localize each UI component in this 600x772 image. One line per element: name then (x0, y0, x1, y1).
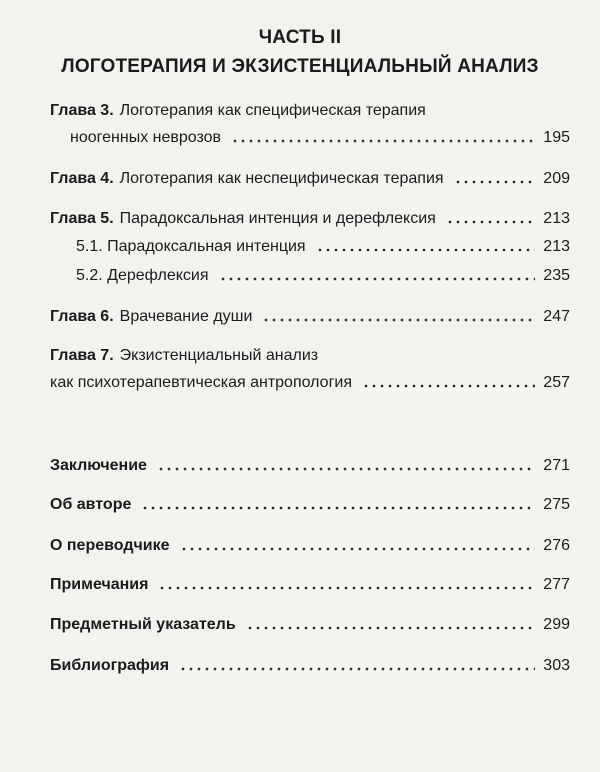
toc-entry-chapter-4[interactable] (50, 168, 570, 190)
toc-entry-about-translator[interactable] (50, 535, 570, 557)
toc-entry-chapter-3-cont[interactable] (70, 127, 570, 149)
toc-entry-chapter-7[interactable] (50, 345, 570, 367)
leader-dots (454, 180, 536, 184)
toc-entry-chapter-6[interactable] (50, 306, 570, 328)
page-number: 275 (543, 496, 570, 513)
chapter-title: Парадоксальная интенция и дерефлексия (119, 210, 436, 227)
page-number: 271 (543, 457, 570, 474)
leader-dots (158, 586, 535, 590)
chapter-title: Врачевание души (119, 308, 253, 325)
toc-entry-chapter-5[interactable] (50, 208, 570, 230)
leader-dots (157, 467, 535, 471)
entry-title: Предметный указатель (50, 616, 236, 633)
page-number: 277 (543, 576, 570, 593)
page-number: 213 (543, 238, 570, 255)
leader-dots (179, 667, 535, 671)
leader-dots (246, 626, 536, 630)
page-number: 257 (543, 374, 570, 391)
chapter-label: Глава 3. (50, 102, 114, 119)
chapter-title: Логотерапия как специфическая терапия (119, 102, 426, 119)
chapter-label: Глава 7. (50, 347, 114, 364)
toc-entry-bibliography[interactable] (50, 655, 570, 677)
leader-dots (219, 277, 536, 281)
leader-dots (316, 248, 536, 252)
entry-title: Заключение (50, 457, 147, 474)
page-number: 213 (543, 210, 570, 227)
entry-title: О переводчике (50, 537, 170, 554)
chapter-title: Логотерапия как неспецифическая терапия (119, 170, 444, 187)
section-title: 5.2. Дерефлексия (76, 267, 209, 284)
entry-title: Об авторе (50, 496, 132, 513)
leader-dots (180, 547, 536, 551)
chapter-label: Глава 4. (50, 170, 114, 187)
toc-entry-chapter-7-cont[interactable] (50, 372, 570, 394)
leader-dots (362, 384, 535, 388)
chapter-label: Глава 5. (50, 210, 114, 227)
toc-entry-index[interactable] (50, 614, 570, 636)
chapter-title-cont: как психотерапевтическая антропология (50, 374, 352, 391)
chapter-title: Экзистенциальный анализ (119, 347, 319, 364)
section-title: 5.1. Парадоксальная интенция (76, 238, 306, 255)
toc-entry-chapter-3[interactable] (50, 100, 570, 122)
page-number: 247 (543, 308, 570, 325)
leader-dots (446, 220, 536, 224)
page-number: 235 (543, 267, 570, 284)
part-title: ЛОГОТЕРАПИЯ И ЭКЗИСТЕНЦИАЛЬНЫЙ АНАЛИЗ (61, 56, 539, 77)
toc-entry-section-5-1[interactable] (76, 236, 570, 258)
chapter-label: Глава 6. (50, 308, 114, 325)
entry-title: Библиография (50, 657, 170, 674)
part-number: ЧАСТЬ II (258, 27, 342, 48)
toc-entry-section-5-2[interactable] (76, 265, 570, 287)
page-number: 299 (543, 616, 570, 633)
toc-entry-notes[interactable] (50, 574, 570, 596)
chapter-title-cont: ноогенных неврозов (70, 129, 222, 146)
page-number: 195 (543, 129, 570, 146)
page-number: 303 (543, 657, 570, 674)
leader-dots (231, 139, 535, 143)
leader-dots (141, 506, 535, 510)
entry-title: Примечания (50, 576, 149, 593)
toc-entry-about-author[interactable] (50, 494, 570, 516)
toc-entry-conclusion[interactable] (50, 455, 570, 477)
page-number: 209 (543, 170, 570, 187)
page-number: 276 (543, 537, 570, 554)
leader-dots (262, 318, 535, 322)
